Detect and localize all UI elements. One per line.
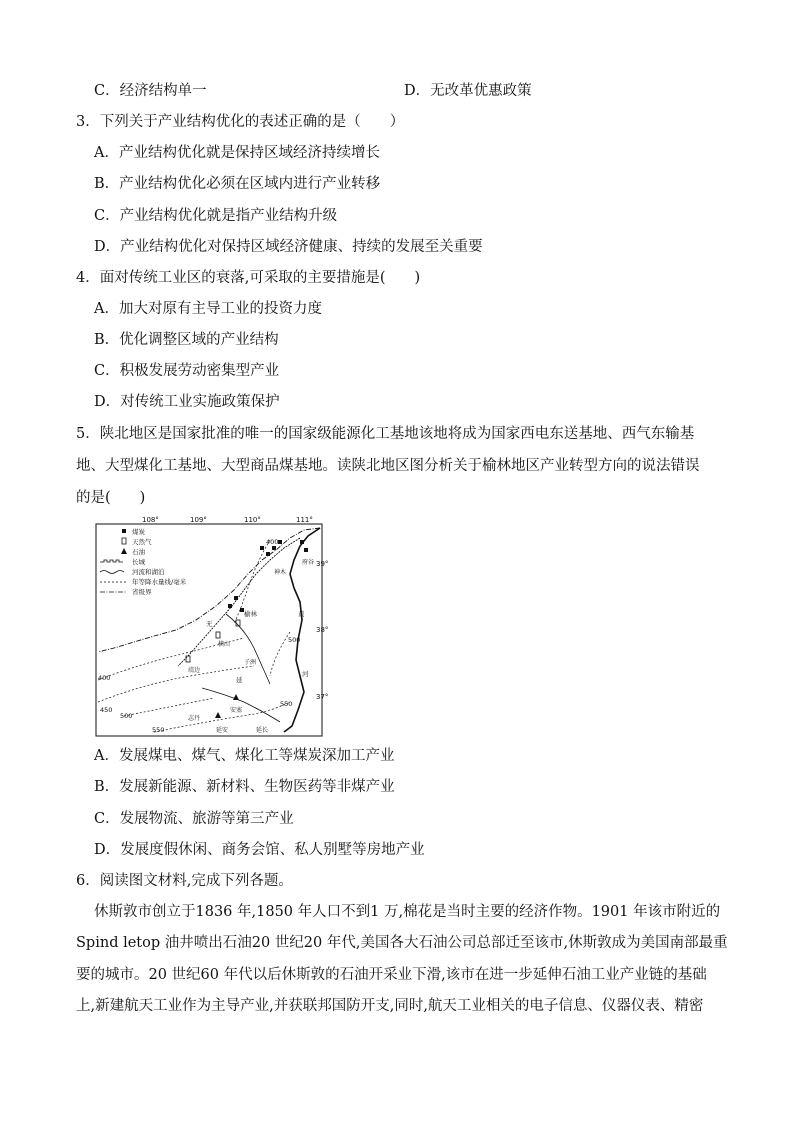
oil-markers (215, 694, 239, 718)
legend-isoline: 年等降水量线/毫米 (132, 578, 187, 586)
lon-label-111: 111° (296, 516, 313, 524)
q4-option-a: A．加大对原有主导工业的投资力度 (94, 301, 322, 317)
yan-river (202, 688, 280, 722)
isoline-label-550-e: 550 (280, 700, 293, 708)
q5-stem-line-3: 的是( ) (76, 490, 146, 506)
isoline-label-500-e: 500 (288, 636, 301, 644)
lat-label-37: 37° (316, 693, 329, 701)
place-yanan: 延安 (216, 727, 229, 734)
lat-label-39: 39° (316, 560, 329, 568)
isoline-500-south (124, 698, 214, 716)
place-fugu: 府谷 (302, 559, 315, 566)
q2-option-c: C．经济结构单一 (94, 83, 207, 99)
isoline-500-east (270, 632, 290, 676)
wall-legend-icon (100, 560, 123, 562)
river-legend-icon (100, 571, 124, 574)
q3-option-c: C．产业结构优化就是指产业结构升级 (94, 208, 338, 224)
q3-option-d: D．产业结构优化对保持区域经济健康、持续的发展至关重要 (94, 239, 483, 255)
legend-coal: 煤炭 (132, 528, 145, 536)
q3-option-a: A．产业结构优化就是保持区域经济持续增长 (94, 145, 380, 161)
place-yanchang: 延长 (256, 727, 269, 734)
isoline-label-400-w: 400 (98, 674, 111, 682)
q3-option-b: B．产业结构优化必须在区域内进行产业转移 (94, 176, 381, 192)
isoline-label-550-s: 550 (152, 726, 165, 734)
q4-option-d: D．对传统工业实施政策保护 (94, 394, 280, 410)
q5-stem-line-2: 地、大型煤化工基地、大型商品煤基地。读陕北地区图分析关于榆林地区产业转型方向的说法错误 (76, 458, 700, 474)
place-shenmu: 神木 (274, 569, 287, 576)
legend-boundary: 省级界 (132, 588, 152, 596)
place-jingbian: 靖边 (188, 667, 201, 674)
place-zizhou: 子洲 (244, 659, 257, 666)
q5-option-a: A．发展煤电、煤气、煤化工等煤炭深加工产业 (94, 748, 395, 764)
legend-gas: 天然气 (132, 538, 152, 546)
isoline-label-400-n: 400 (266, 538, 279, 546)
q6-paragraph-line-4: 上,新建航天工业作为主导产业,并获联邦国防开支,同时,航天工业相关的电子信息、仪器仪表、精密 (76, 998, 704, 1014)
legend-river: 河流和湖泊 (132, 568, 165, 576)
lon-label-110: 110° (244, 516, 261, 524)
q5-stem-line-1: 5．陕北地区是国家批准的唯一的国家级能源化工基地该地将成为国家西电东送基地、西气东输基 (76, 426, 695, 442)
coal-legend-icon (122, 529, 126, 533)
q5-option-d: D．发展度假休闲、商务会馆、私人别墅等房地产业 (94, 842, 425, 858)
q4-stem: 4．面对传统工业区的衰落,可采取的主要措施是( ) (76, 270, 421, 286)
gas-markers (186, 620, 240, 662)
q4-option-c: C．积极发展劳动密集型产业 (94, 363, 280, 379)
place-zhidan: 志丹 (188, 715, 201, 722)
isoline-label-500-s: 500 (120, 712, 133, 720)
q6-paragraph-line-2: Spind letop 油井喷出石油20 世纪20 年代,美国各大石油公司总部迁至该市,休斯敦成为美国南部最重 (76, 935, 728, 951)
river-char-he: 河 (302, 670, 309, 678)
lon-label-108: 108° (142, 516, 159, 524)
lon-label-109: 109° (190, 516, 207, 524)
q5-option-c: C．发展物流、旅游等第三产业 (94, 811, 294, 827)
q2-option-d: D．无改革优惠政策 (404, 83, 532, 99)
lat-label-38: 38° (316, 626, 329, 634)
place-ansai: 安塞 (230, 707, 243, 714)
q4-option-b: B．优化调整区域的产业结构 (94, 332, 279, 348)
q6-paragraph-line-1: 休斯敦市创立于1836 年,1850 年人口不到1 万,棉花是当时主要的经济作物。1901 年该市附近的 (94, 904, 721, 920)
river-char-wu: 无 (206, 620, 213, 628)
great-wall (178, 538, 300, 666)
coal-markers (228, 540, 308, 612)
oil-legend-icon (121, 548, 127, 554)
shaanbei-map (94, 516, 329, 738)
legend-oil: 石油 (132, 548, 145, 556)
place-yulin: 榆林 (244, 610, 257, 618)
q3-stem: 3．下列关于产业结构优化的表述正确的是（ ） (76, 114, 405, 130)
q6-paragraph-line-3: 要的城市。20 世纪60 年代以后休斯敦的石油开采业下滑,该市在进一步延伸石油工业产业链的基础 (76, 967, 707, 983)
place-hengshan: 横山 (218, 641, 231, 648)
river-char-yan: 延 (236, 676, 243, 684)
wuding-river (226, 614, 270, 684)
q6-stem: 6．阅读图文材料,完成下列各题。 (76, 873, 293, 889)
isoline-label-450: 450 (100, 706, 113, 714)
river-char-huang: 黄 (298, 610, 305, 618)
legend-wall: 长城 (132, 558, 145, 566)
gas-legend-icon (122, 538, 126, 544)
map-legend (100, 527, 187, 596)
q5-option-b: B．发展新能源、新材料、生物医药等非煤产业 (94, 779, 395, 795)
